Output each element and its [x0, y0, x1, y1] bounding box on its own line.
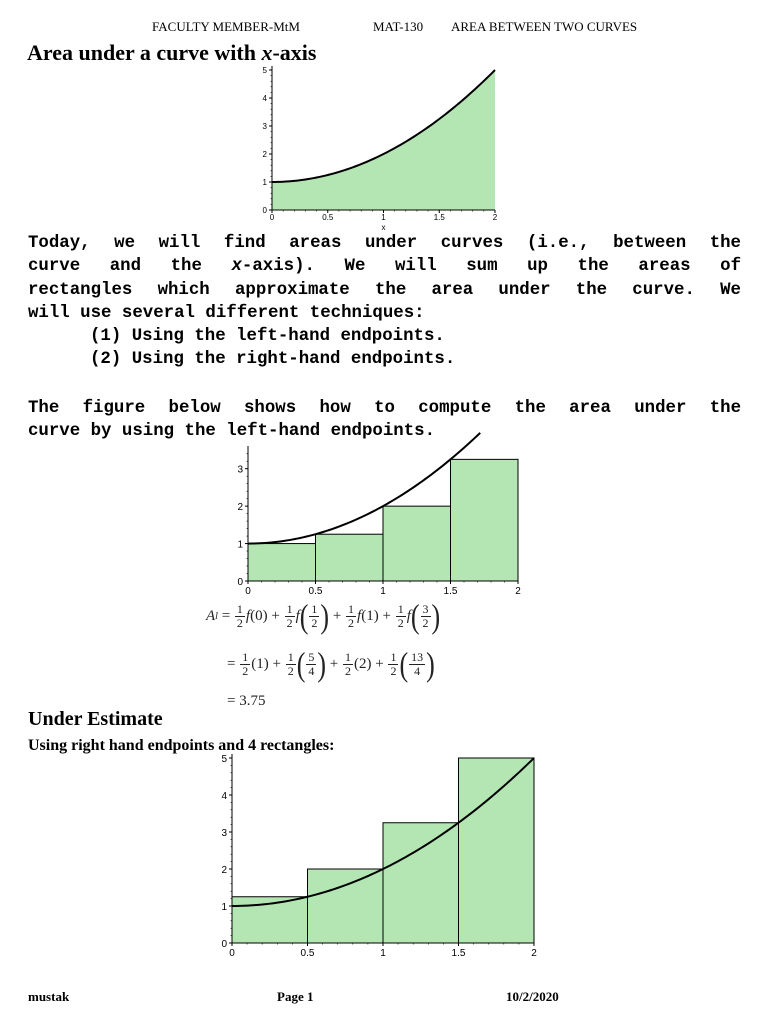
y-tick-label: 5 — [262, 66, 267, 75]
rectangle-bar — [308, 869, 384, 943]
y-tick-label: 3 — [221, 828, 227, 839]
y-tick-label: 0 — [221, 939, 227, 950]
fraction: $\frac{1}{2}$ — [348, 602, 355, 630]
footer-author: mustak — [28, 989, 70, 1004]
header-faculty: FACULTY MEMBER-MtM — [152, 19, 300, 34]
left-endpoint-chart — [230, 440, 530, 602]
fraction: $\frac{1}{2}$ — [242, 650, 249, 678]
x-tick-label: 0 — [269, 213, 275, 222]
y-tick-label: 2 — [221, 865, 227, 876]
fraction: $\frac{1}{2}$ — [236, 602, 243, 630]
y-tick-label: 3 — [237, 464, 243, 476]
x-tick-label: 0.5 — [308, 586, 323, 597]
under-estimate-heading: Under Estimate — [28, 708, 163, 730]
fraction: $\frac{1}{2}$ — [287, 650, 294, 678]
formula-row-2: = $\frac{1}{2}$ ( 1 ) + $\frac{1}{2}$ ( $\frac{5}{4}$ ) + $\frac{1}{2}$ ( 2 ) + $\frac{1}{2}$ ( $\frac{13}{4}$ ) — [227, 645, 435, 683]
y-tick-label: 2 — [237, 502, 243, 514]
page-title — [27, 40, 316, 66]
x-tick-label: 0.5 — [300, 948, 315, 959]
area-chart — [258, 64, 508, 236]
y-tick-label: 0 — [262, 206, 267, 215]
intro-line-1: Today, we will find areas under curves (i.e., between the — [28, 234, 741, 253]
formula-row-1: A l = $\frac{1}{2}$ f ( 0 ) + $\frac{1}{2}$ f ( $\frac{1}{2}$ ) + $\frac{1}{2}$ f ( 1 ) + $\frac{1}{2}$ f ( $\frac{3}{2}$ ) — [206, 597, 441, 635]
fraction: $\frac{1}{2}$ — [397, 602, 404, 630]
y-tick-label: 1 — [237, 539, 243, 551]
title-variable: x — [261, 40, 273, 65]
intro-line-3: rectangles which approximate the area under the curve. We — [28, 280, 741, 300]
rectangle-bar — [248, 544, 316, 581]
intro-line-4: will use several different techniques: — [28, 303, 425, 323]
x-tick-label: 1.5 — [433, 213, 445, 222]
x-tick-label: 2 — [531, 948, 537, 959]
footer-page: Page 1 — [277, 989, 314, 1004]
fraction: $\frac{5}{4}$ — [308, 650, 315, 678]
x-tick-label: 2 — [515, 586, 521, 597]
formula-row-3: = 3.75 — [227, 693, 266, 709]
rectangle-bar — [383, 823, 459, 943]
x-tick-label: 0 — [229, 948, 235, 959]
formula-lhs: A — [206, 608, 216, 624]
x-tick-label: 1.5 — [443, 586, 458, 597]
intro-line-2: curve and the x-axis). We will sum up the areas of — [28, 257, 742, 277]
x-tick-label: 1.5 — [451, 948, 466, 959]
fraction: $\frac{1}{2}$ — [286, 602, 293, 630]
footer-date: 10/2/2020 — [506, 989, 559, 1004]
fraction: $\frac{1}{2}$ — [345, 650, 351, 678]
rectangle-bar — [451, 459, 519, 581]
rectangle-bar — [383, 506, 451, 581]
technique-item-1: (1) Using the left-hand endpoints. — [90, 327, 445, 347]
fraction: $\frac{3}{2}$ — [422, 602, 429, 630]
y-tick-label: 4 — [262, 94, 267, 103]
fraction: $\frac{1}{2}$ — [390, 650, 397, 678]
x-tick-label: 1 — [381, 213, 386, 222]
x-tick-label: 1 — [380, 948, 386, 959]
title-text: Area under a curve with — [27, 40, 262, 65]
intro-paragraph — [28, 232, 741, 372]
header-course: MAT-130 — [373, 19, 424, 34]
right-hand-heading: Using right hand endpoints and 4 rectangles: — [28, 737, 335, 754]
formula-lhs-subscript: l — [215, 611, 218, 622]
figure-intro-paragraph — [28, 397, 741, 444]
y-tick-label: 4 — [221, 791, 227, 802]
y-tick-label: 1 — [221, 902, 227, 913]
figure-intro-line-1: The figure below shows how to compute the area under the — [28, 399, 741, 418]
rectangle-bar — [316, 534, 384, 581]
fraction: $\frac{1}{2}$ — [311, 602, 318, 630]
rectangle-bar — [459, 758, 535, 943]
header-topic: AREA BETWEEN TWO CURVES — [451, 19, 638, 34]
page-header — [0, 19, 768, 37]
y-tick-label: 3 — [262, 122, 267, 131]
title-suffix: -axis — [272, 40, 317, 65]
y-tick-label: 2 — [262, 150, 267, 159]
left-sum-formula — [200, 597, 580, 709]
x-tick-label: 1 — [380, 586, 386, 597]
figure-intro-line-2: curve by using the left-hand endpoints. — [28, 422, 436, 442]
y-tick-label: 0 — [237, 577, 243, 588]
x-tick-label: 0 — [245, 586, 251, 597]
x-tick-label: 0.5 — [322, 213, 334, 222]
x-axis-label: x — [381, 223, 386, 232]
area-fill — [272, 70, 495, 210]
y-tick-label: 5 — [221, 754, 227, 765]
x-tick-label: 2 — [492, 213, 498, 222]
right-endpoint-chart — [218, 754, 548, 964]
fraction: $\frac{13}{4}$ — [411, 650, 424, 678]
y-tick-label: 1 — [262, 178, 267, 187]
technique-item-2: (2) Using the right-hand endpoints. — [90, 350, 456, 370]
